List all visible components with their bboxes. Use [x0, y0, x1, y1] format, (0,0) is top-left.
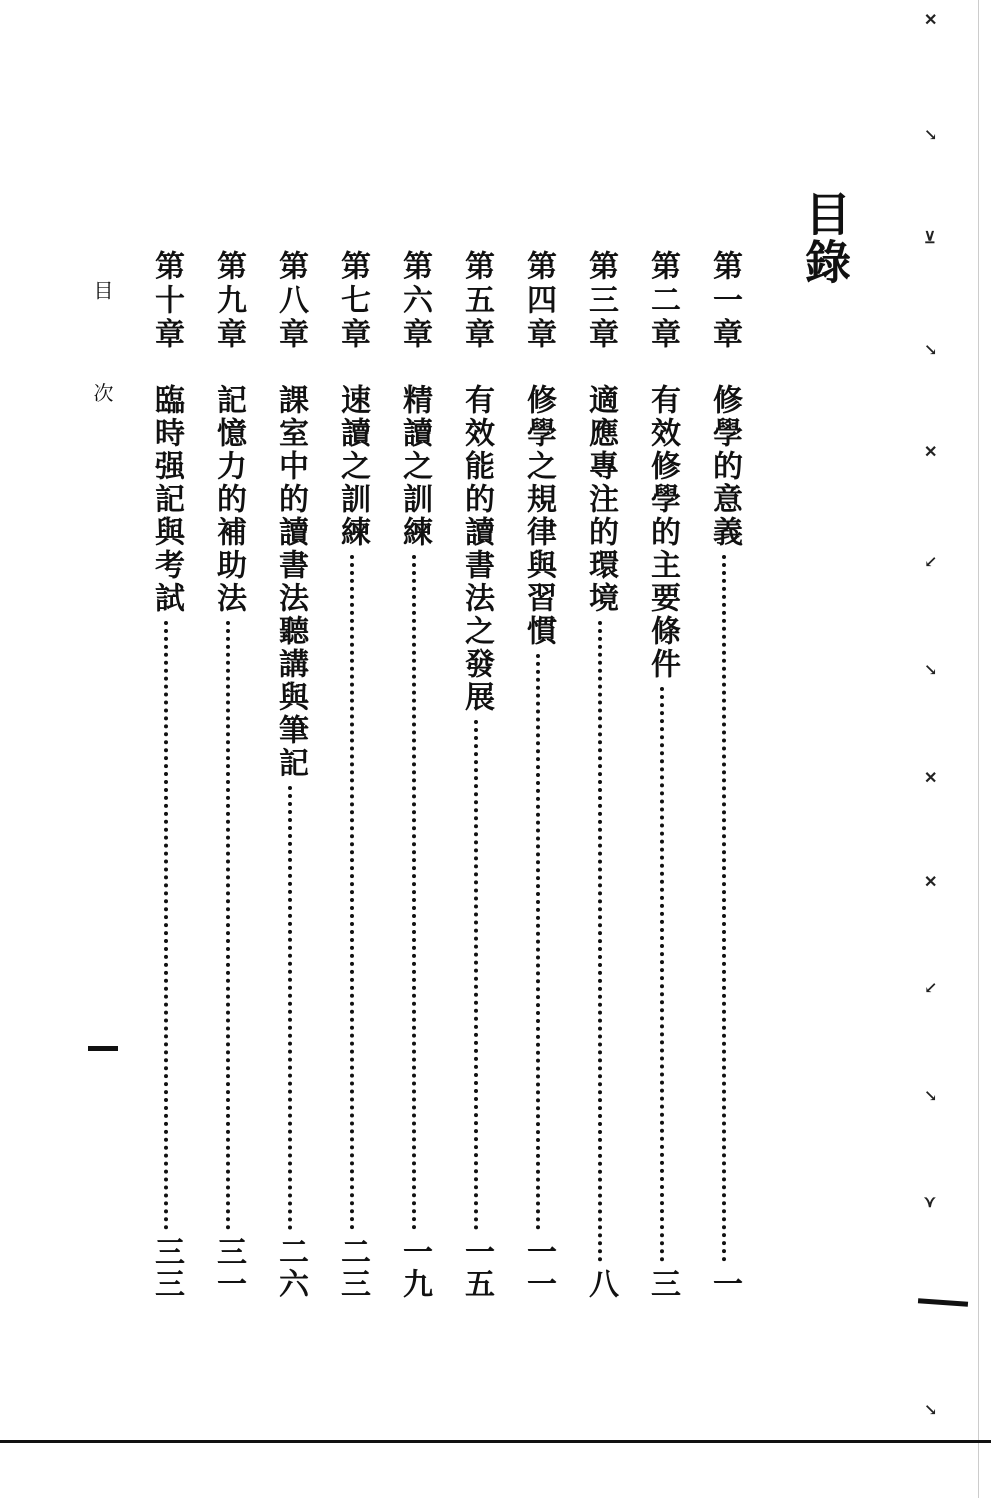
page-number: 二六	[273, 1236, 308, 1300]
page-number: 三	[645, 1268, 680, 1300]
chapter-title: 記憶力的補助法	[211, 384, 246, 615]
dot-leader	[412, 555, 416, 1230]
toc-entry-4[interactable]	[518, 250, 558, 1300]
chapter-title: 修學之規律與習慣	[521, 384, 556, 648]
toc-entry-2[interactable]	[642, 250, 682, 1300]
chapter-title: 有效能的讀書法之發展	[459, 384, 494, 714]
chapter-label: 第五章	[459, 250, 494, 352]
running-head: 目 次	[90, 280, 114, 441]
page-number: 三三	[149, 1236, 184, 1300]
page-number: 三一	[211, 1236, 246, 1300]
chapter-title: 精讀之訓練	[397, 384, 432, 549]
chapter-title: 臨時强記與考試	[149, 384, 184, 615]
dot-leader	[722, 555, 726, 1262]
toc-entry-10[interactable]	[146, 250, 186, 1300]
folio-mark	[88, 1046, 118, 1051]
chapter-title: 課室中的讀書法聽講與筆記	[273, 384, 308, 780]
dot-leader	[350, 555, 354, 1230]
bottom-rule	[0, 1440, 991, 1443]
chapter-label: 第十章	[149, 250, 184, 352]
page-number: 一	[707, 1268, 742, 1300]
dot-leader	[226, 621, 230, 1230]
chapter-title: 有效修學的主要條件	[645, 384, 680, 681]
dot-leader	[660, 687, 664, 1262]
dot-leader	[288, 786, 292, 1230]
chapter-label: 第九章	[211, 250, 246, 352]
chapter-label: 第八章	[273, 250, 308, 352]
toc-entry-6[interactable]	[394, 250, 434, 1300]
dot-leader	[598, 621, 602, 1262]
page-number: 一五	[459, 1236, 494, 1300]
toc-entry-1[interactable]	[704, 250, 744, 1300]
chapter-label: 第七章	[335, 250, 370, 352]
chapter-label: 第一章	[707, 250, 742, 352]
chapter-label: 第四章	[521, 250, 556, 352]
toc-entry-3[interactable]	[580, 250, 620, 1300]
toc-entry-8[interactable]	[270, 250, 310, 1300]
dot-leader	[474, 720, 478, 1230]
chapter-label: 第三章	[583, 250, 618, 352]
chapter-label: 第二章	[645, 250, 680, 352]
page-number: 二三	[335, 1236, 370, 1300]
toc-title: 目錄	[798, 190, 852, 286]
dot-leader	[536, 654, 540, 1230]
toc-entry-7[interactable]	[332, 250, 372, 1300]
page-edge-marks: ✕ ↘ ⊻ ↘ ✕ ↙ ↘ ✕ ✕ ↙ ↘ ⋎ ↘	[924, 10, 938, 1419]
toc-entry-9[interactable]	[208, 250, 248, 1300]
chapter-label: 第六章	[397, 250, 432, 352]
dot-leader	[164, 621, 168, 1230]
page-number: 一一	[521, 1236, 556, 1300]
chapter-title: 修學的意義	[707, 384, 742, 549]
toc-entry-5[interactable]	[456, 250, 496, 1300]
page-edge-line	[978, 0, 979, 1498]
chapter-title: 速讀之訓練	[335, 384, 370, 549]
page-number: 八	[583, 1268, 618, 1300]
page-number: 一九	[397, 1236, 432, 1300]
chapter-title: 適應專注的環境	[583, 384, 618, 615]
